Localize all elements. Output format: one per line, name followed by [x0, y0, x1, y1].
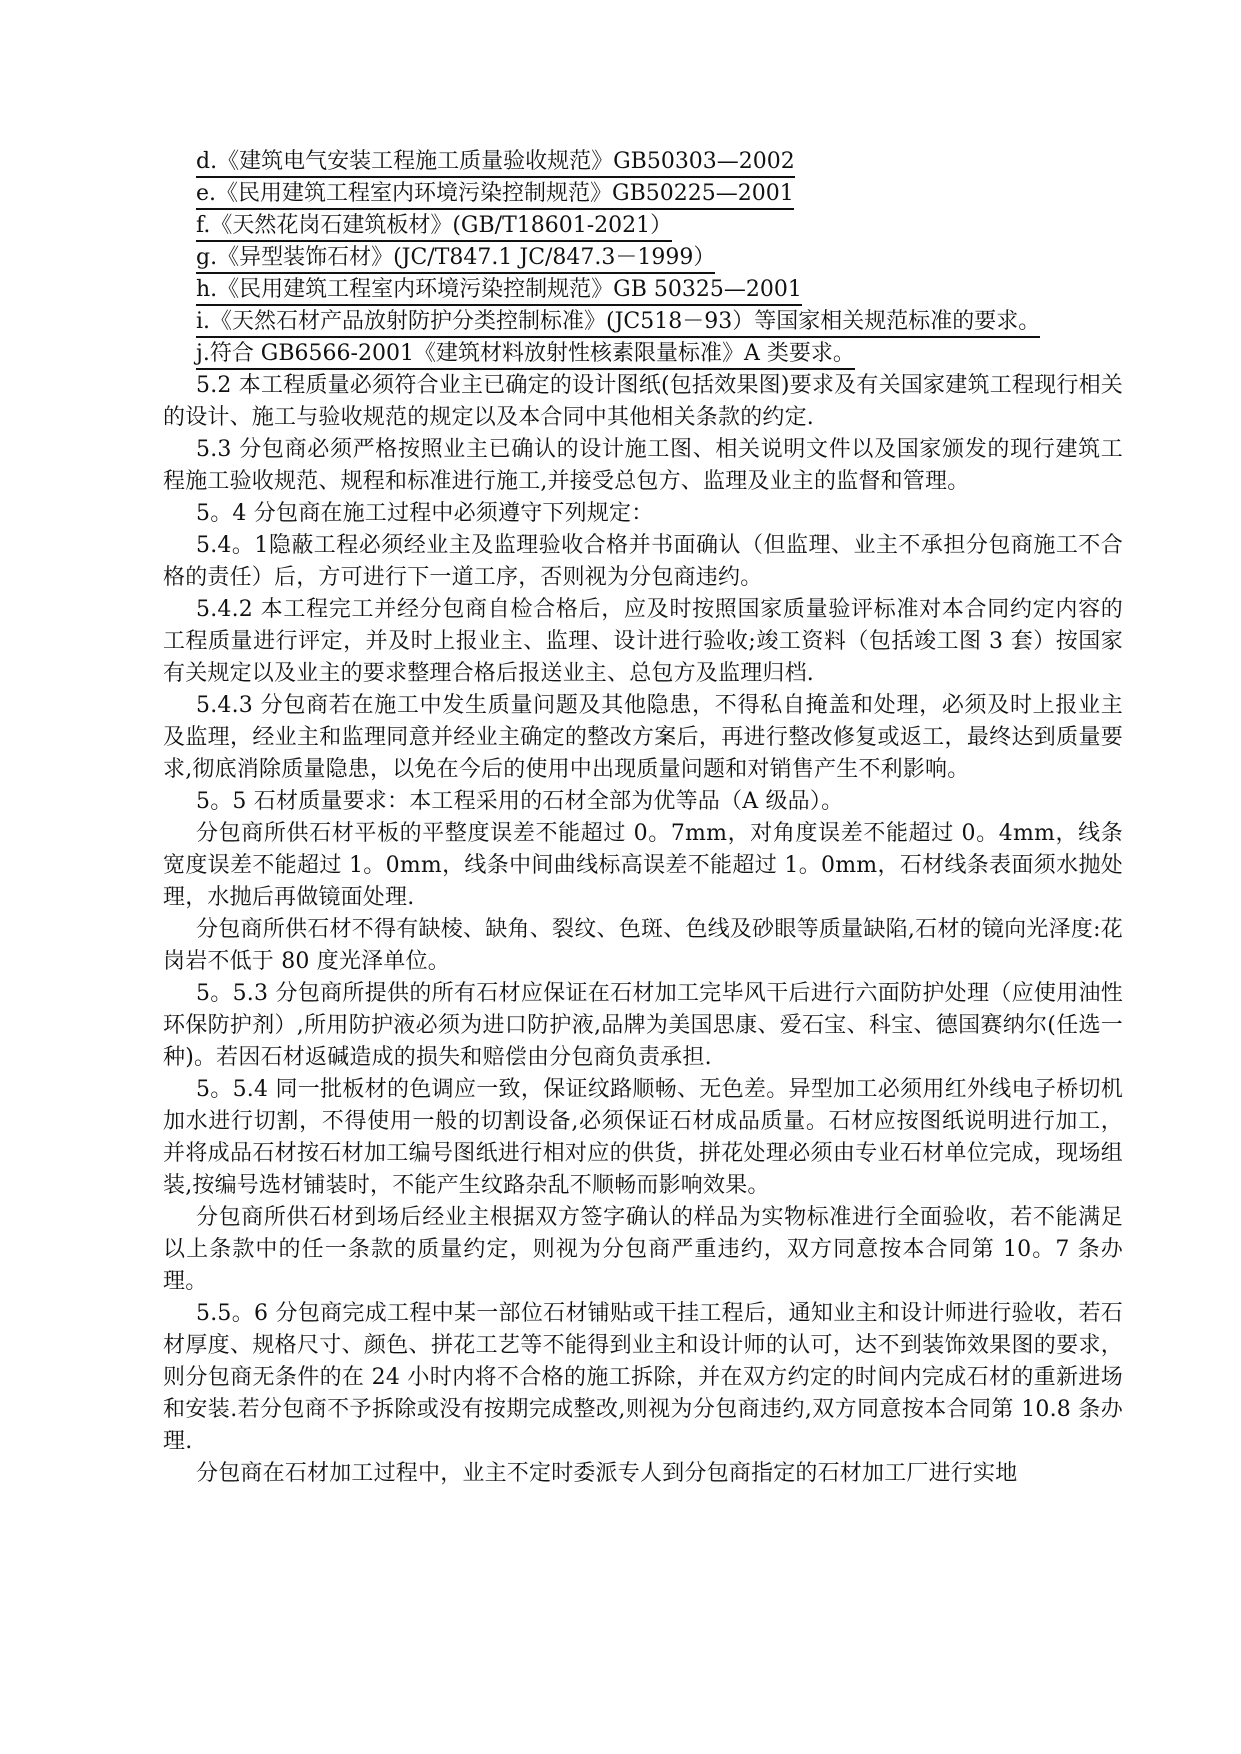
standard-item-j — [163, 338, 1123, 370]
standard-text: d.《建筑电气安装工程施工质量验收规范》GB50303—2002 — [196, 149, 795, 178]
standard-text: j.符合 GB6566-2001《建筑材料放射性核素限量标准》A 类要求。 — [196, 341, 855, 370]
standard-item-g — [163, 242, 1123, 274]
paragraph-defect-requirements: 分包商所供石材不得有缺棱、缺角、裂纹、色斑、色线及砂眼等质量缺陷,石材的镜向光泽度:花岗岩不低于 80 度光泽单位。 — [163, 917, 1123, 974]
standard-text: f.《天然花岗石建筑板材》(GB/T18601-2021） — [196, 213, 672, 242]
paragraph-acceptance-inspection: 分包商所供石材到场后经业主根据双方签字确认的样品为实物标准进行全面验收，若不能满足以上条款中的任一条款的质量约定，则视为分包商严重违约，双方同意按本合同第 10。7 条办理。 — [163, 1205, 1123, 1294]
standard-text: i.《天然石材产品放射防护分类控制标准》(JC518－93）等国家相关规范标准的要求。 — [196, 309, 1040, 338]
paragraph-flatness-tolerance: 分包商所供石材平板的平整度误差不能超过 0。7mm，对角度误差不能超过 0。4mm，线条宽度误差不能超过 1。0mm，线条中间曲线标高误差不能超过 1。0mm，石材线条表面须水抛处理，水抛后再做镜面处理. — [163, 821, 1123, 910]
clause-5-4-1: 5.4。1隐蔽工程必须经业主及监理验收合格并书面确认（但监理、业主不承担分包商施工不合格的责任）后，方可进行下一道工序，否则视为分包商违约。 — [163, 533, 1123, 590]
document-body — [163, 146, 1123, 1490]
clause-5-5-4: 5。5.4 同一批板材的色调应一致，保证纹路顺畅、无色差。异型加工必须用红外线电子桥切机加水进行切割，不得使用一般的切割设备,必须保证石材成品质量。石材应按图纸说明进行加工，并将成品石材按石材加工编号图纸进行相对应的供货，拼花处理必须由专业石材单位完成，现场组装,按编号选材铺装时，不能产生纹路杂乱不顺畅而影响效果。 — [163, 1077, 1123, 1198]
standard-text: e.《民用建筑工程室内环境污染控制规范》GB50225—2001 — [196, 181, 794, 210]
standard-item-d — [163, 146, 1123, 178]
standard-text: h.《民用建筑工程室内环境污染控制规范》GB 50325—2001 — [196, 277, 802, 306]
clause-5-3: 5.3 分包商必须严格按照业主已确认的设计施工图、相关说明文件以及国家颁发的现行建筑工程施工验收规范、规程和标准进行施工,并接受总包方、监理及业主的监督和管理。 — [163, 437, 1123, 494]
standard-text: g.《异型装饰石材》(JC/T847.1 JC/847.3－1999） — [196, 245, 715, 274]
clause-5-4-3: 5.4.3 分包商若在施工中发生质量问题及其他隐患，不得私自掩盖和处理，必须及时上报业主及监理，经业主和监理同意并经业主确定的整改方案后，再进行整改修复或返工，最终达到质量要求,彻底消除质量隐患，以免在今后的使用中出现质量问题和对销售产生不利影响。 — [163, 693, 1123, 782]
clause-5-4: 5。4 分包商在施工过程中必须遵守下列规定： — [196, 501, 654, 526]
standard-item-i — [163, 306, 1123, 338]
paragraph-processing-inspection: 分包商在石材加工过程中，业主不定时委派专人到分包商指定的石材加工厂进行实地 — [196, 1461, 1018, 1486]
clause-5-2: 5.2 本工程质量必须符合业主已确定的设计图纸(包括效果图)要求及有关国家建筑工程现行相关的设计、施工与验收规范的规定以及本合同中其他相关条款的约定. — [163, 373, 1123, 430]
clause-5-5: 5。5 石材质量要求：本工程采用的石材全部为优等品（A 级品）。 — [196, 789, 844, 814]
standard-item-h — [163, 274, 1123, 306]
clause-5-4-2: 5.4.2 本工程完工并经分包商自检合格后，应及时按照国家质量验评标准对本合同约定内容的工程质量进行评定，并及时上报业主、监理、设计进行验收;竣工资料（包括竣工图 3 套）按国家有关规定以及业主的要求整理合格后报送业主、总包方及监理归档. — [163, 597, 1123, 686]
clause-5-5-3: 5。5.3 分包商所提供的所有石材应保证在石材加工完毕风干后进行六面防护处理（应使用油性环保防护剂）,所用防护液必须为进口防护液,品牌为美国思康、爱石宝、科宝、德国赛纳尔(任选一种)。若因石材返碱造成的损失和赔偿由分包商负责承担. — [163, 981, 1123, 1070]
standard-item-e — [163, 178, 1123, 210]
clause-5-5-6: 5.5。6 分包商完成工程中某一部位石材铺贴或干挂工程后，通知业主和设计师进行验收，若石材厚度、规格尺寸、颜色、拼花工艺等不能得到业主和设计师的认可，达不到装饰效果图的要求，则分包商无条件的在 24 小时内将不合格的施工拆除，并在双方约定的时间内完成石材的重新进场和安装.若分包商不予拆除或没有按期完成整改,则视为分包商违约,双方同意按本合同第 10.8 条办理. — [163, 1301, 1123, 1454]
standard-item-f — [163, 210, 1123, 242]
